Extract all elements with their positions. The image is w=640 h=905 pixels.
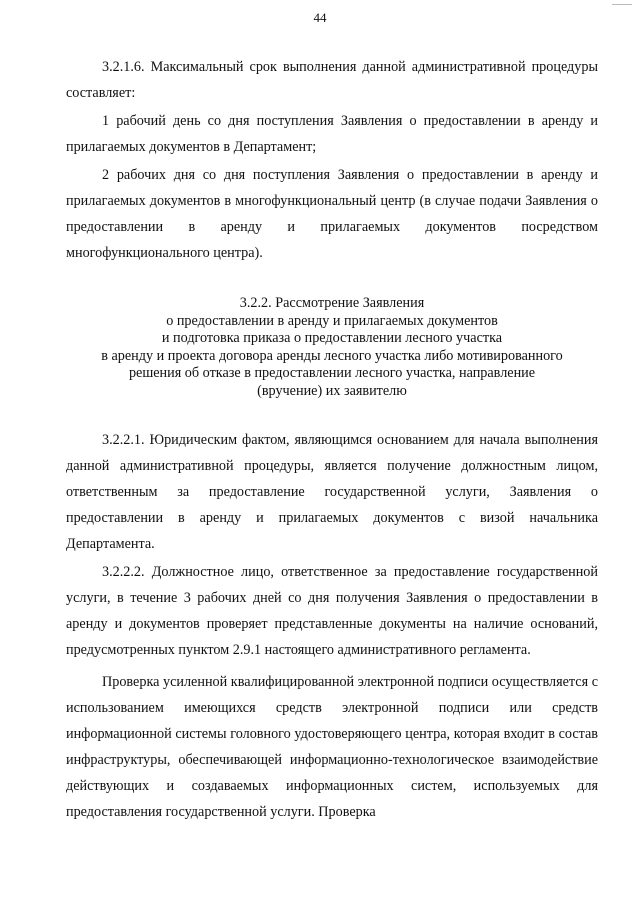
paragraph-3-2-1-6-item-2: 2 рабочих дня со дня поступления Заявления о предоставлении в аренду и прилагаемых документов в многофункциональный центр (в случае подачи Заявления о предоставлении в аренду и прилагаемых документов посредством многофункционального центра). bbox=[66, 167, 598, 261]
page-number: 44 bbox=[313, 10, 327, 25]
paragraph-3-2-1-6-item-1: 1 рабочий день со дня поступления Заявления о предоставлении в аренду и прилагаемых документов в Департамент; bbox=[66, 113, 598, 155]
heading-line: (вручение) их заявителю bbox=[257, 382, 407, 399]
heading-line: 3.2.2. Рассмотрение Заявления bbox=[239, 295, 425, 311]
document-body bbox=[66, 54, 598, 825]
paragraph-3-2-2-2: 3.2.2.2. Должностное лицо, ответственное за предоставление государственной услуги, в течение 3 рабочих дней со дня получения Заявления о предоставлении в аренду и документов проверяет представленные документы на наличие оснований, предусмотренных пунктом 2.9.1 настоящего административного регламента. bbox=[66, 563, 598, 658]
heading-line: в аренду и проекта договора аренды лесного участка либо мотивированного bbox=[101, 347, 563, 364]
scan-corner-mark bbox=[612, 0, 632, 5]
section-heading-3-2-2 bbox=[66, 295, 598, 401]
paragraph-3-2-1-6-intro: 3.2.1.6. Максимальный срок выполнения данной административной процедуры составляет: bbox=[66, 59, 598, 101]
heading-line: решения об отказе в предоставлении лесного участка, направление bbox=[128, 365, 536, 382]
paragraph-3-2-2-1: 3.2.2.1. Юридическим фактом, являющимся основанием для начала выполнения данной административной процедуры, является получение должностным лицом, ответственным за предоставление государственной услуги, Заявления о предоставлении в аренду и прилагаемых документов с визой начальника Департамента. bbox=[66, 431, 598, 552]
heading-line: о предоставлении в аренду и прилагаемых документов bbox=[166, 312, 498, 329]
heading-line: и подготовка приказа о предоставлении лесного участка bbox=[161, 330, 503, 347]
paragraph-signature-check: Проверка усиленной квалифицированной электронной подписи осуществляется с использованием имеющихся средств электронной подписи или средств информационной системы головного удостоверяющего центра, которая входит в состав инфраструктуры, обеспечивающей информационно-технологическое взаимодействие действующих и создаваемых информационных систем, используемых для предоставления государственной услуги. Проверка bbox=[66, 673, 598, 820]
